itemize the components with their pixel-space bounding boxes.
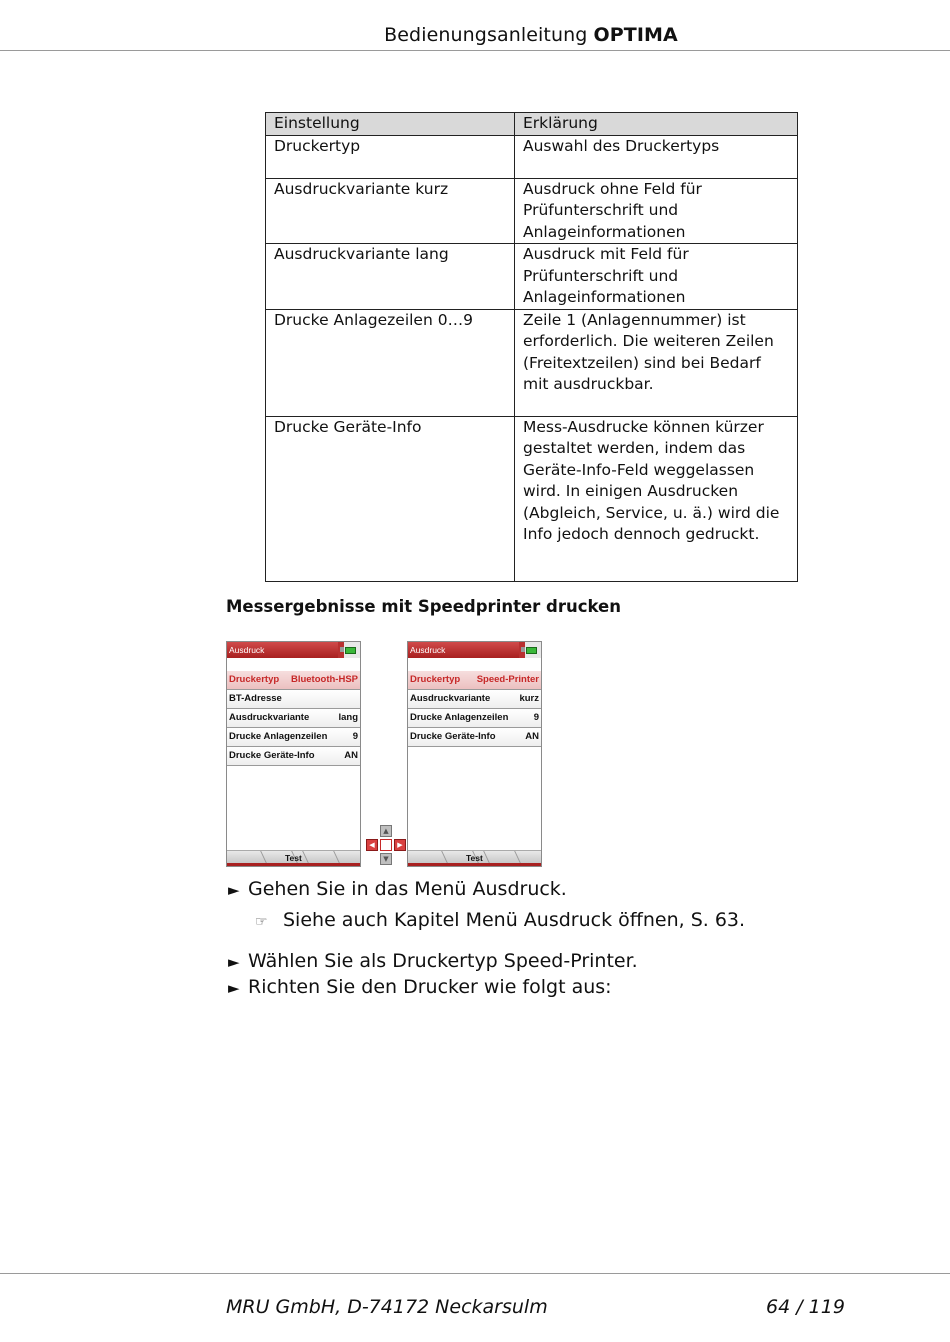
screen-softkey-bar xyxy=(408,850,541,866)
table-cell-setting: Druckertyp xyxy=(266,135,515,178)
table-cell-explanation: Ausdruck mit Feld für Prüfunterschrift und Anlageinformationen xyxy=(515,244,798,310)
step-arrow-icon: ► xyxy=(228,881,240,899)
screen-title-bar xyxy=(408,642,541,658)
softkey-test[interactable]: Test xyxy=(466,853,483,863)
menu-row-label: Drucke Anlagenzeilen xyxy=(229,731,328,742)
menu-row-anlagenzeilen[interactable] xyxy=(227,728,360,747)
menu-row-value: Speed-Printer xyxy=(476,674,539,685)
menu-row-value: kurz xyxy=(519,693,539,704)
table-row xyxy=(266,178,798,244)
menu-list xyxy=(227,671,360,766)
table-row xyxy=(266,309,798,416)
footer-company: MRU GmbH, D-74172 Neckarsulm xyxy=(226,1296,548,1318)
arrow-up-icon: ▲ xyxy=(380,825,392,837)
footer-rule xyxy=(0,1273,950,1274)
menu-row-label: Ausdruckvariante xyxy=(229,712,310,723)
dpad-icon xyxy=(366,825,406,865)
table-cell-explanation: Zeile 1 (Anlagennummer) ist erforderlich. Die weiteren Zeilen (Freitextzeilen) sind bei Bedarf mit ausdruckbar. xyxy=(515,309,798,416)
menu-row-geraete-info[interactable] xyxy=(408,728,541,747)
table-row xyxy=(266,135,798,178)
step-arrow-icon: ► xyxy=(228,953,240,971)
header-title-product: OPTIMA xyxy=(593,24,678,46)
step-text: Richten Sie den Drucker wie folgt aus: xyxy=(248,976,612,998)
table-header-setting: Einstellung xyxy=(266,113,515,136)
menu-row-label: Drucke Anlagenzeilen xyxy=(410,712,509,723)
table-header-explanation: Erklärung xyxy=(515,113,798,136)
menu-row-ausdruckvariante[interactable] xyxy=(408,690,541,709)
device-screen-speedprinter xyxy=(407,641,542,867)
instruction-step xyxy=(228,878,567,900)
menu-list xyxy=(408,671,541,747)
menu-row-value: AN xyxy=(344,750,358,761)
screen-title: Ausdruck xyxy=(229,645,265,655)
footer-page-number: 64 / 119 xyxy=(766,1296,845,1318)
menu-row-bt-adresse[interactable] xyxy=(227,690,360,709)
softkey-divider xyxy=(302,851,340,863)
screen-title: Ausdruck xyxy=(410,645,446,655)
dpad-center-icon xyxy=(380,839,392,851)
screen-title-bar xyxy=(227,642,360,658)
menu-row-geraete-info[interactable] xyxy=(227,747,360,766)
page-header-title xyxy=(0,24,950,46)
table-row xyxy=(266,416,798,581)
softkey-divider xyxy=(483,851,521,863)
cross-reference-text: Siehe auch Kapitel Menü Ausdruck öffnen, S. 63. xyxy=(283,909,746,931)
table-cell-explanation: Ausdruck ohne Feld für Prüfunterschrift und Anlageinformationen xyxy=(515,178,798,244)
signal-icon xyxy=(340,647,344,652)
table-cell-explanation: Auswahl des Druckertyps xyxy=(515,135,798,178)
battery-icon xyxy=(345,647,356,654)
settings-table xyxy=(265,112,798,582)
menu-row-value: Bluetooth-HSP xyxy=(290,674,358,685)
softkey-test[interactable]: Test xyxy=(285,853,302,863)
device-screen-bluetooth xyxy=(226,641,361,867)
table-cell-setting: Drucke Geräte-Info xyxy=(266,416,515,581)
screen-softkey-bar xyxy=(227,850,360,866)
table-header-row xyxy=(266,113,798,136)
menu-row-druckertyp[interactable] xyxy=(408,671,541,690)
menu-row-druckertyp[interactable] xyxy=(227,671,360,690)
menu-row-label: Ausdruckvariante xyxy=(410,693,491,704)
section-heading: Messergebnisse mit Speedprinter drucken xyxy=(226,597,621,616)
menu-row-label: Druckertyp xyxy=(229,674,280,685)
pointing-hand-icon: ☞ xyxy=(255,914,268,930)
menu-row-value: 9 xyxy=(533,712,539,723)
table-cell-setting: Ausdruckvariante lang xyxy=(266,244,515,310)
menu-row-label: Drucke Geräte-Info xyxy=(410,731,496,742)
header-rule xyxy=(0,50,950,51)
menu-row-label: Druckertyp xyxy=(410,674,461,685)
table-row xyxy=(266,244,798,310)
menu-row-value: AN xyxy=(525,731,539,742)
instruction-step xyxy=(228,976,612,998)
step-text: Wählen Sie als Druckertyp Speed-Printer. xyxy=(248,950,638,972)
arrow-right-icon: ▶ xyxy=(394,839,406,851)
step-text: Gehen Sie in das Menü Ausdruck. xyxy=(248,878,567,900)
arrow-left-icon: ◀ xyxy=(366,839,378,851)
step-arrow-icon: ► xyxy=(228,979,240,997)
menu-row-value: lang xyxy=(338,712,358,723)
table-cell-setting: Drucke Anlagezeilen 0…9 xyxy=(266,309,515,416)
menu-row-label: Drucke Geräte-Info xyxy=(229,750,315,761)
table-cell-setting: Ausdruckvariante kurz xyxy=(266,178,515,244)
menu-row-ausdruckvariante[interactable] xyxy=(227,709,360,728)
menu-row-anlagenzeilen[interactable] xyxy=(408,709,541,728)
battery-icon xyxy=(526,647,537,654)
menu-row-label: BT-Adresse xyxy=(229,693,282,704)
arrow-down-icon: ▼ xyxy=(380,853,392,865)
cross-reference xyxy=(255,909,745,931)
menu-row-value: 9 xyxy=(352,731,358,742)
instruction-step xyxy=(228,950,638,972)
signal-icon xyxy=(521,647,525,652)
header-title-prefix: Bedienungsanleitung xyxy=(384,24,588,46)
table-cell-explanation: Mess-Ausdrucke können kürzer gestaltet werden, indem das Geräte-Info-Feld weggelassen wird. In einigen Ausdrucken (Abgleich, Service, u. ä.) wird die Info jedoch dennoch gedruckt. xyxy=(515,416,798,581)
